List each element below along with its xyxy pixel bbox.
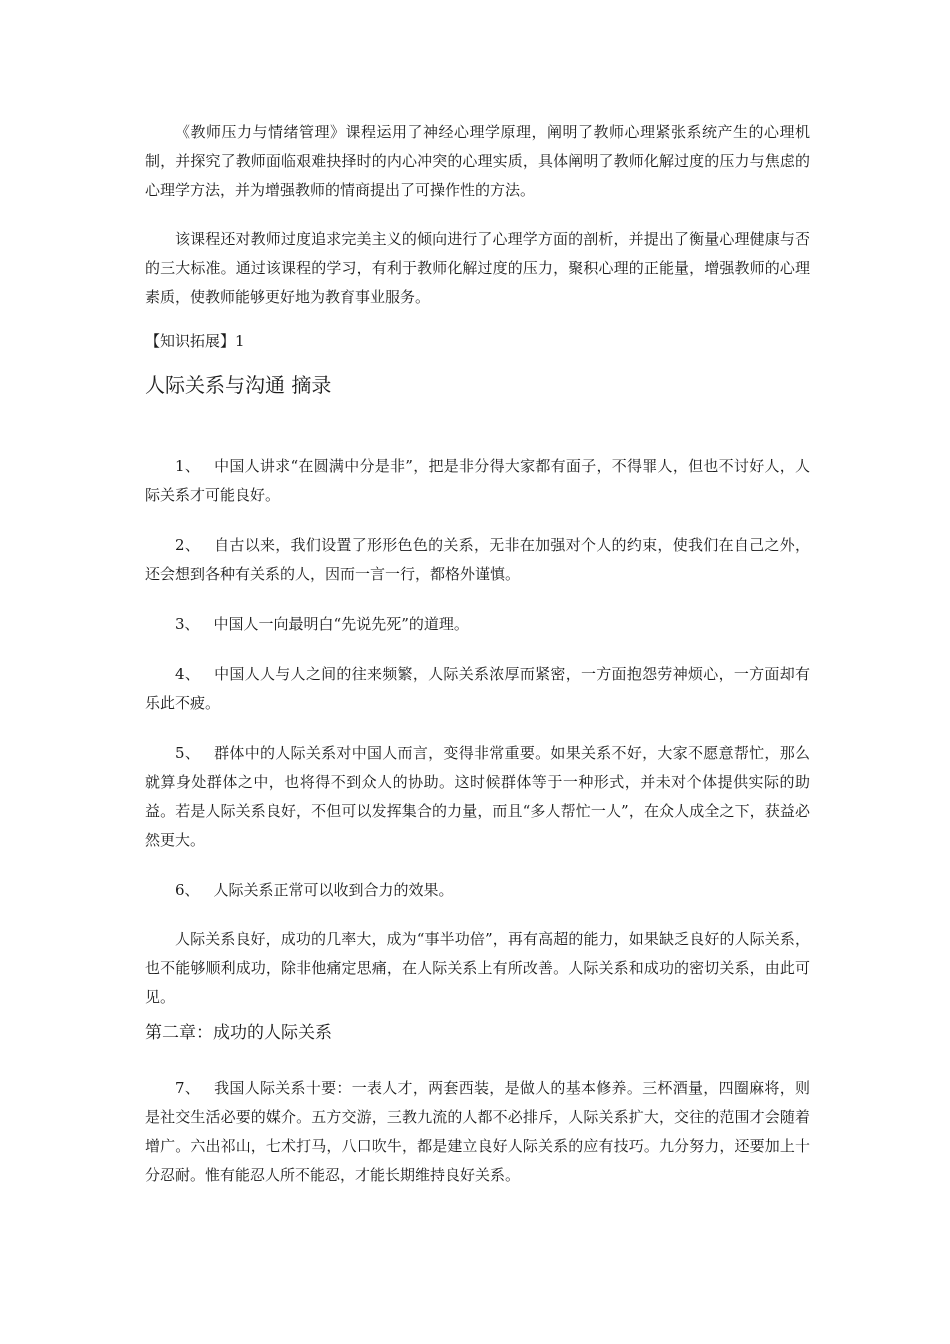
list-item	[145, 531, 810, 589]
item-number: 5、	[175, 744, 201, 762]
item-text: 中国人人与人之间的往来频繁，人际关系浓厚而紧密，一方面抱怨劳神烦心，一方面却有乐此不疲。	[145, 665, 810, 712]
item-text: 我国人际关系十要：一表人才，两套西装，是做人的基本修养。三杯酒量，四圈麻将，则是社交生活必要的媒介。五方交游，三教九流的人都不必排斥，人际关系扩大，交往的范围才会随着增广。六出祁山，七术打马，八口吹牛，都是建立良好人际关系的应有技巧。九分努力，还要加上十分忍耐。惟有能忍人所不能忍，才能长期维持良好关系。	[145, 1079, 810, 1184]
item-number: 3、	[175, 615, 200, 633]
intro-paragraph-2: 该课程还对教师过度追求完美主义的倾向进行了心理学方面的剖析，并提出了衡量心理健康与否的三大标准。通过该课程的学习，有利于教师化解过度的压力，聚积心理的正能量，增强教师的心理素质，使教师能够更好地为教育事业服务。	[145, 230, 810, 306]
item-text: 人际关系正常可以收到合力的效果。	[213, 881, 454, 899]
item-text: 自古以来，我们设置了形形色色的关系，无非在加强对个人的约束，使我们在自己之外，还会想到各种有关系的人，因而一言一行，都格外谨慎。	[145, 536, 810, 583]
summary-paragraph: 人际关系良好，成功的几率大，成为“事半功倍”，再有高超的能力，如果缺乏良好的人际关系，也不能够顺利成功，除非他痛定思痛，在人际关系上有所改善。人际关系和成功的密切关系，由此可见。	[145, 930, 810, 1006]
item-text: 中国人讲求“在圆满中分是非”，把是非分得大家都有面子，不得罪人，但也不讨好人，人际关系才可能良好。	[145, 457, 811, 504]
item-text: 群体中的人际关系对中国人而言，变得非常重要。如果关系不好，大家不愿意帮忙，那么就算身处群体之中，也将得不到众人的协助。这时候群体等于一种形式，并未对个体提供实际的助益。若是人际关系良好，不但可以发挥集合的力量，而且“多人帮忙一人”，在众人成全之下，获益必然更大。	[145, 744, 810, 849]
list-item	[145, 739, 810, 855]
list-item	[145, 660, 810, 718]
section-title: 人际关系与沟通 摘录	[145, 373, 332, 397]
chapter-2-title: 第二章：成功的人际关系	[145, 1023, 332, 1043]
list-item	[145, 452, 810, 510]
document-page	[145, 118, 810, 1211]
item-number: 4、	[175, 665, 201, 683]
item-number: 6、	[175, 881, 200, 899]
list-item	[145, 876, 810, 905]
knowledge-extension-label: 【知识拓展】1	[145, 332, 245, 350]
item-number: 2、	[175, 536, 201, 554]
item-number: 1、	[175, 457, 201, 475]
intro-paragraph-1: 《教师压力与情绪管理》课程运用了神经心理学原理，阐明了教师心理紧张系统产生的心理机制，并探究了教师面临艰难抉择时的内心冲突的心理实质，具体阐明了教师化解过度的压力与焦虑的心理学方法，并为增强教师的情商提出了可操作性的方法。	[145, 123, 810, 199]
item-text: 中国人一向最明白“先说先死”的道理。	[213, 615, 469, 633]
list-item	[145, 610, 810, 639]
list-item	[145, 1074, 810, 1190]
item-number: 7、	[175, 1079, 201, 1097]
